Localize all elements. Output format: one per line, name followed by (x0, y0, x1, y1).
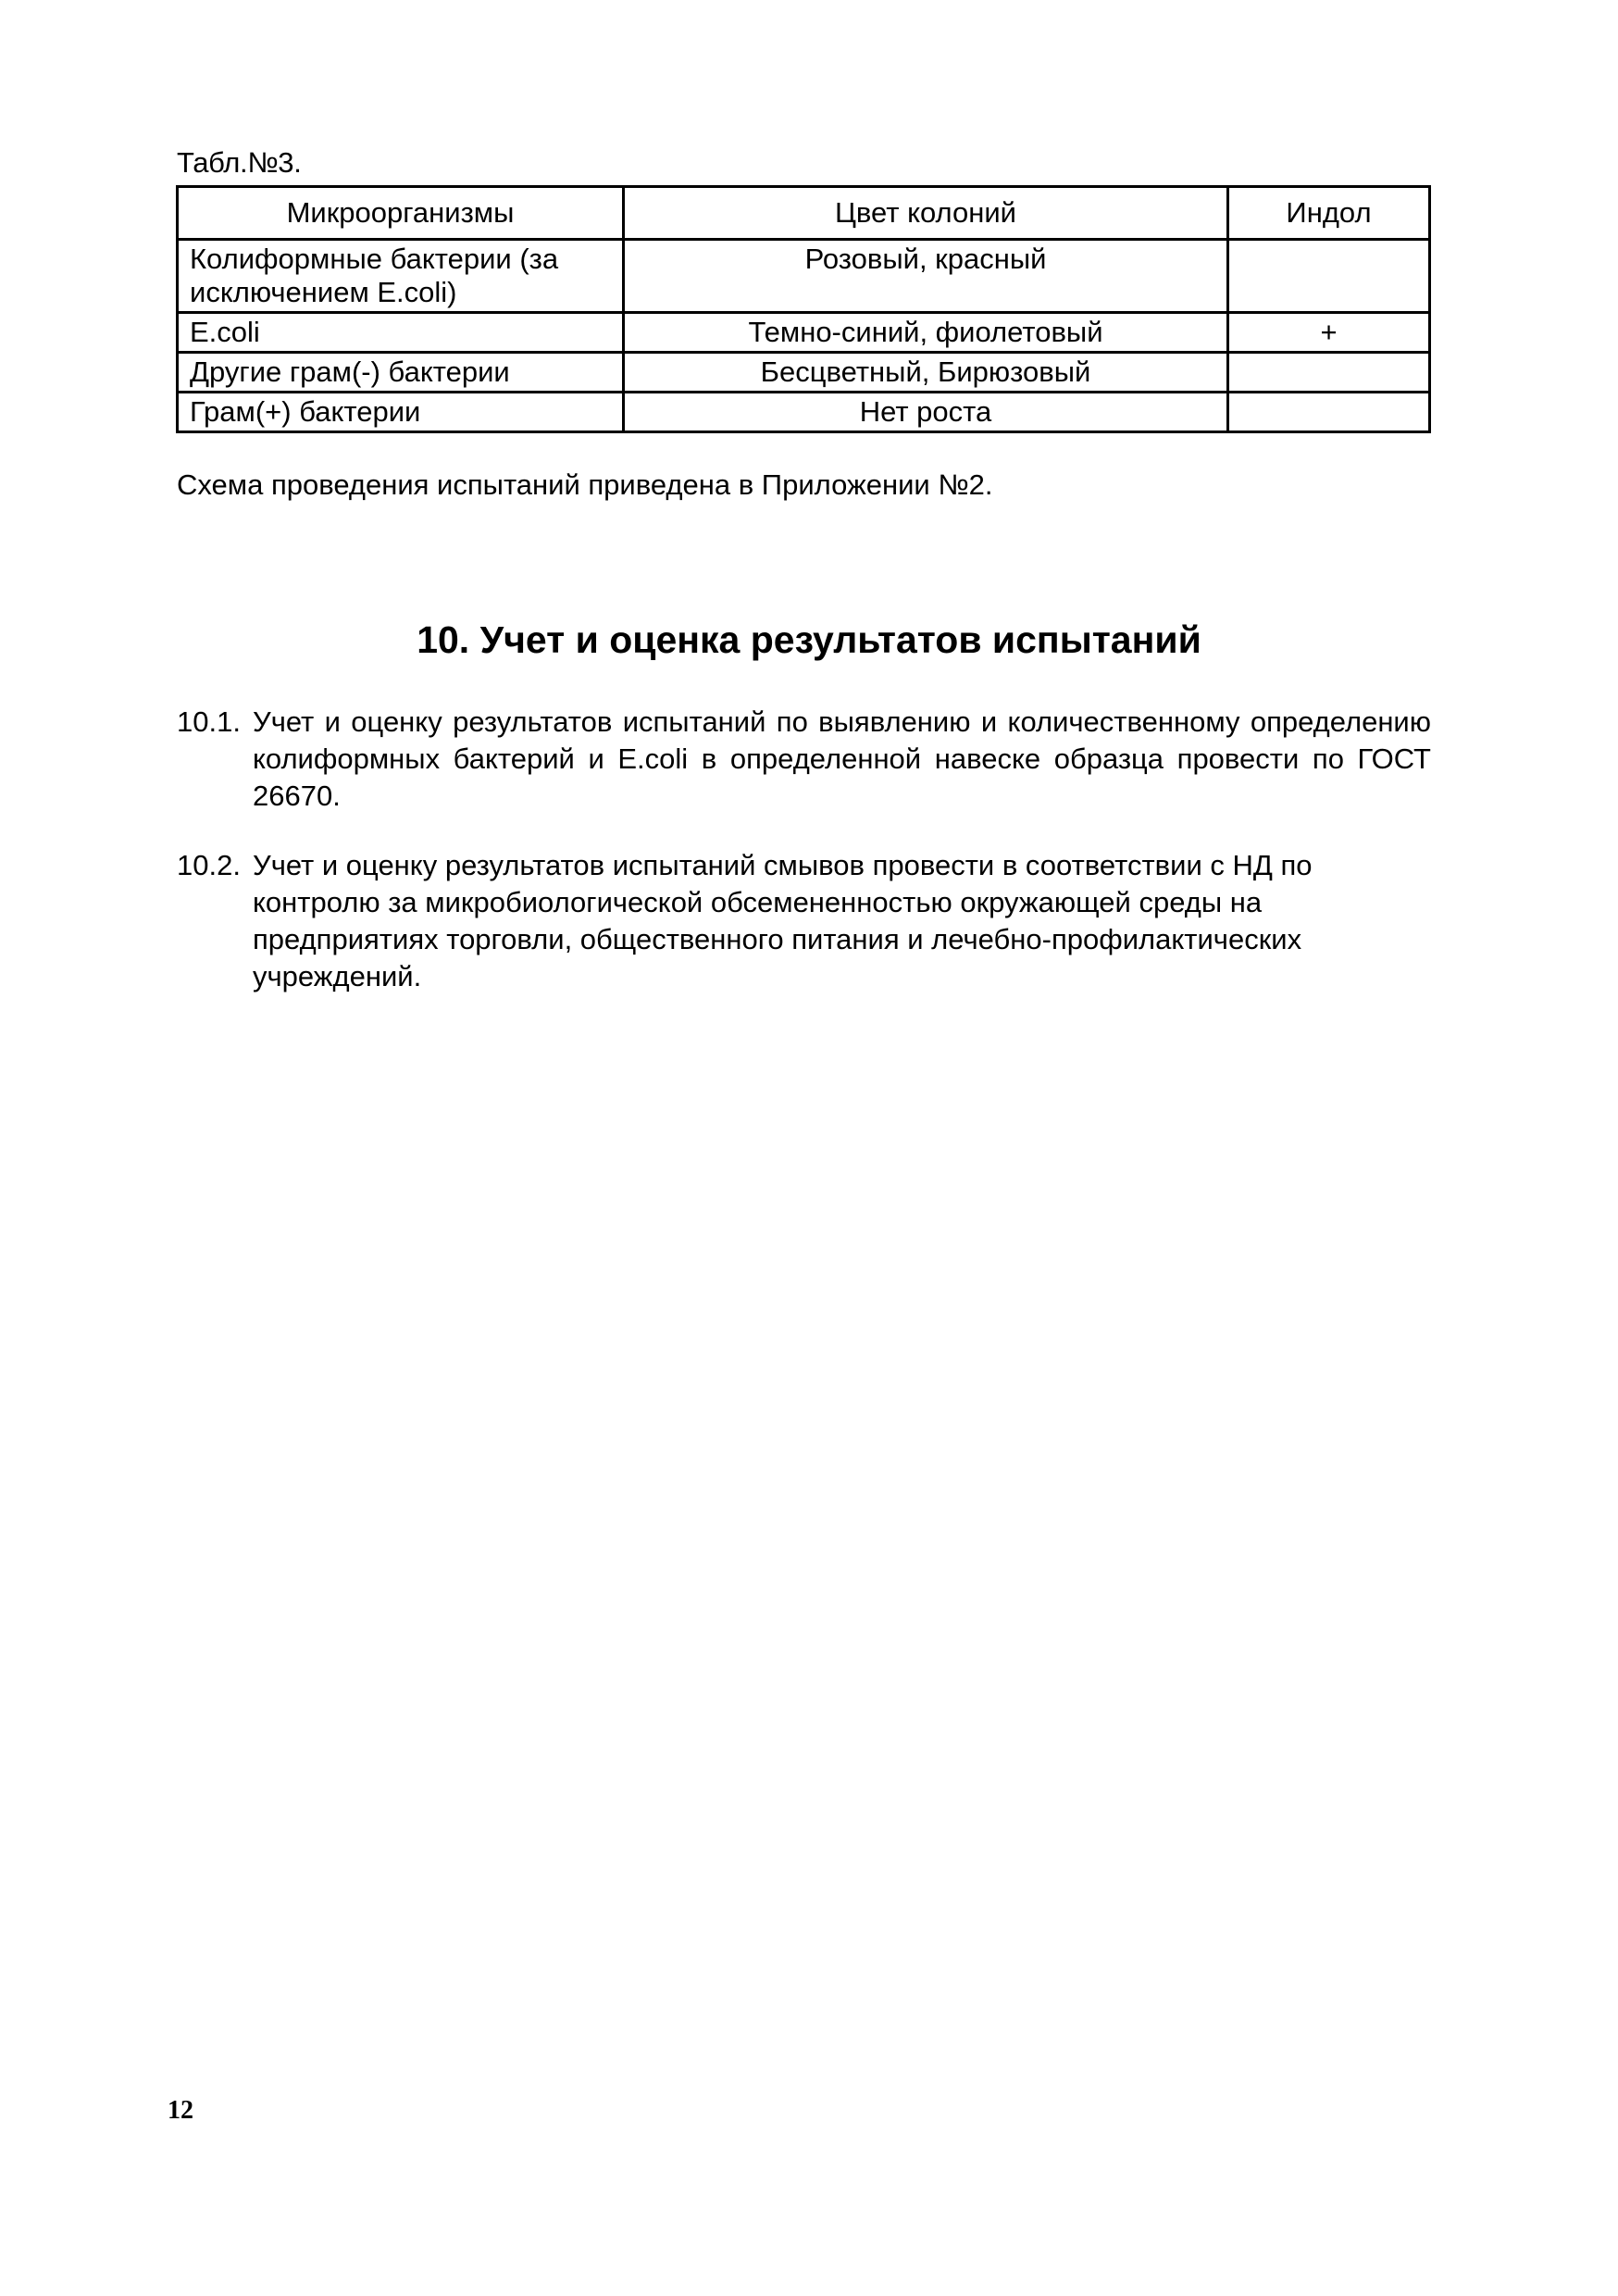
clause-text: Учет и оценку результатов испытаний по выявлению и количественному определению колиформных бактерий и E.coli в определенной навеске образца провести по ГОСТ 26670. (253, 705, 1431, 812)
table-row (178, 393, 1430, 432)
cell-colony-color: Нет роста (624, 393, 1228, 432)
clause-10-1 (177, 704, 1431, 815)
cell-colony-color: Розовый, красный (624, 240, 1228, 313)
cell-indole (1228, 240, 1430, 313)
cell-colony-color: Темно-синий, фиолетовый (624, 313, 1228, 353)
header-indole: Индол (1228, 187, 1430, 240)
table-header-row (178, 187, 1430, 240)
header-colony-color: Цвет колоний (624, 187, 1228, 240)
page-number: 12 (168, 2096, 193, 2125)
clause-number: 10.1. (177, 705, 241, 738)
cell-microorganism: Колиформные бактерии (за исключением E.coli) (178, 240, 624, 313)
cell-microorganism: E.coli (178, 313, 624, 353)
microorganisms-table (176, 185, 1431, 433)
cell-microorganism: Грам(+) бактерии (178, 393, 624, 432)
table-row (178, 313, 1430, 353)
cell-indole (1228, 353, 1430, 393)
clause-number: 10.2. (177, 849, 241, 881)
clause-text: Учет и оценку результатов испытаний смывов провести в соответствии с НД по контролю за микробиологической обсемененностью окружающей среды на предприятиях торговли, общественного питания и лечебно-профилактических учреждений. (253, 849, 1313, 992)
clause-10-2 (177, 847, 1431, 995)
cell-indole (1228, 393, 1430, 432)
table-row (178, 240, 1430, 313)
cell-colony-color: Бесцветный, Бирюзовый (624, 353, 1228, 393)
cell-indole: + (1228, 313, 1430, 353)
table-caption: Табл.№3. (177, 146, 302, 179)
scheme-note: Схема проведения испытаний приведена в Приложении №2. (177, 468, 993, 501)
section-title: 10. Учет и оценка результатов испытаний (417, 618, 1201, 661)
table-row (178, 353, 1430, 393)
header-microorganisms: Микроорганизмы (178, 187, 624, 240)
cell-microorganism: Другие грам(-) бактерии (178, 353, 624, 393)
